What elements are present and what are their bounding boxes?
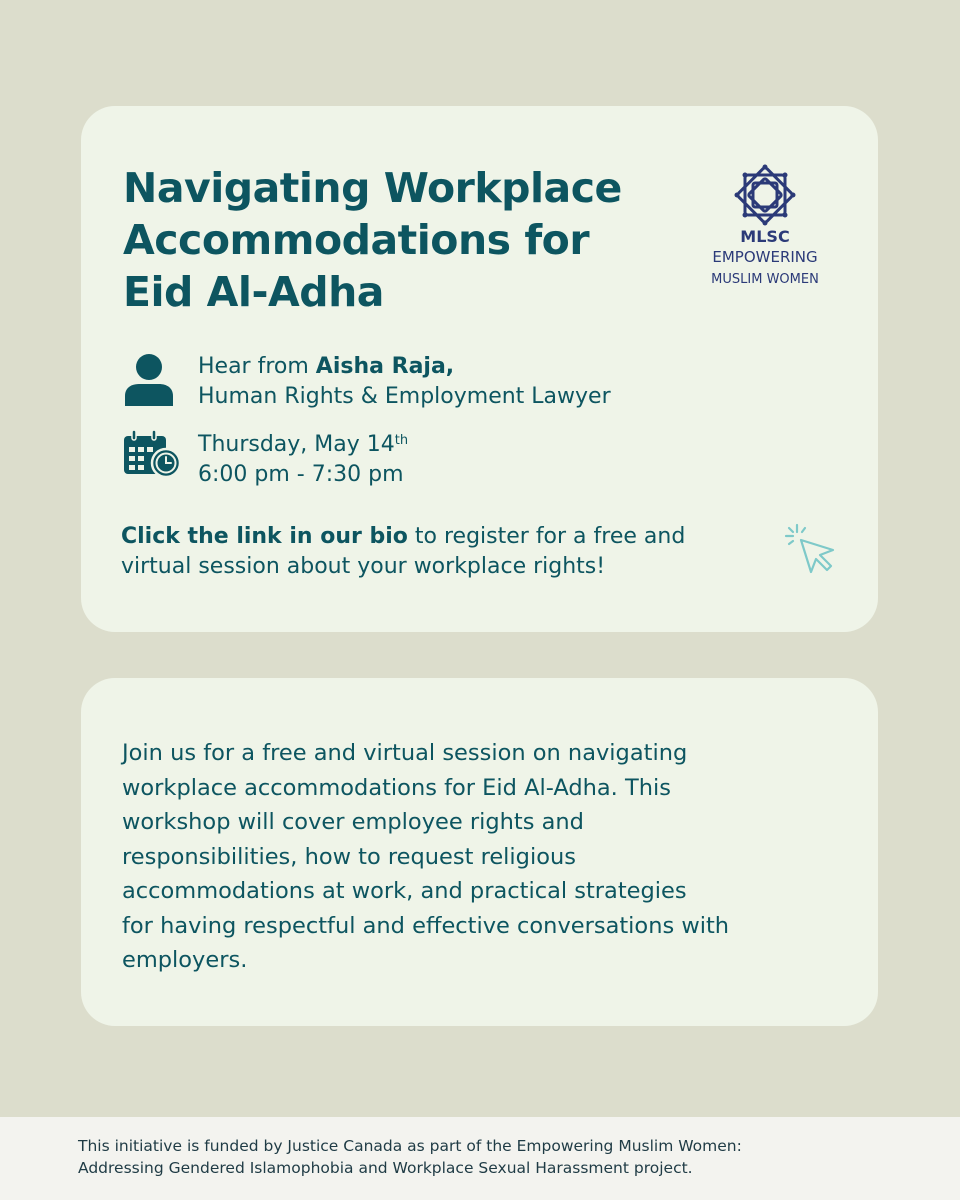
event-time: 6:00 pm - 7:30 pm — [198, 462, 404, 487]
mlsc-logo — [699, 164, 831, 289]
event-card — [81, 106, 878, 632]
funding-line: This initiative is funded by Justice Canada as part of the Empowering Muslim Women: — [78, 1137, 742, 1155]
description-line: Join us for a free and virtual session on navigating — [122, 740, 688, 766]
speaker-text — [198, 352, 611, 412]
geometric-star-logo — [734, 164, 796, 226]
speaker-name: Aisha Raja, — [315, 354, 455, 379]
description-line: employers. — [122, 947, 248, 973]
logo-tagline-1: EMPOWERING — [712, 248, 818, 266]
event-title — [123, 162, 683, 318]
date-text — [198, 430, 408, 490]
event-day: Thursday, May 14 — [198, 432, 395, 457]
speaker-role: Human Rights & Employment Lawyer — [198, 384, 611, 409]
event-day-suffix: th — [394, 433, 409, 448]
funding-line: Addressing Gendered Islamophobia and Workplace Sexual Harassment project. — [78, 1159, 693, 1177]
logo-acronym: MLSC — [740, 227, 790, 246]
cursor-click-icon — [783, 522, 837, 576]
date-row — [123, 430, 823, 490]
event-title-line: Accommodations for — [123, 216, 590, 264]
cta-text: to register for a free and — [407, 524, 686, 549]
description-line: responsibilities, how to request religious — [122, 843, 576, 870]
speaker-prefix: Hear from — [198, 354, 316, 379]
description-line: for having respectful and effective conversations with — [122, 912, 730, 939]
logo-tagline-2: MUSLIM WOMEN — [711, 272, 819, 287]
person-icon — [123, 352, 175, 406]
funding-note — [78, 1135, 742, 1179]
description-line: accommodations at work, and practical strategies — [122, 878, 687, 904]
funding-footer — [0, 1117, 960, 1200]
event-description — [122, 736, 842, 978]
cta-text-line2: virtual session about your workplace rights! — [121, 554, 606, 579]
register-cta — [121, 522, 761, 582]
bio-link-text[interactable]: Click the link in our bio — [121, 524, 408, 549]
speaker-row — [123, 352, 823, 412]
description-line: workshop will cover employee rights and — [122, 809, 584, 835]
description-card — [81, 678, 878, 1026]
calendar-clock-icon — [123, 430, 181, 478]
description-line: workplace accommodations for Eid Al-Adha. This — [122, 774, 671, 801]
event-title-line: Eid Al-Adha — [123, 268, 384, 316]
event-title-line: Navigating Workplace — [123, 164, 622, 212]
